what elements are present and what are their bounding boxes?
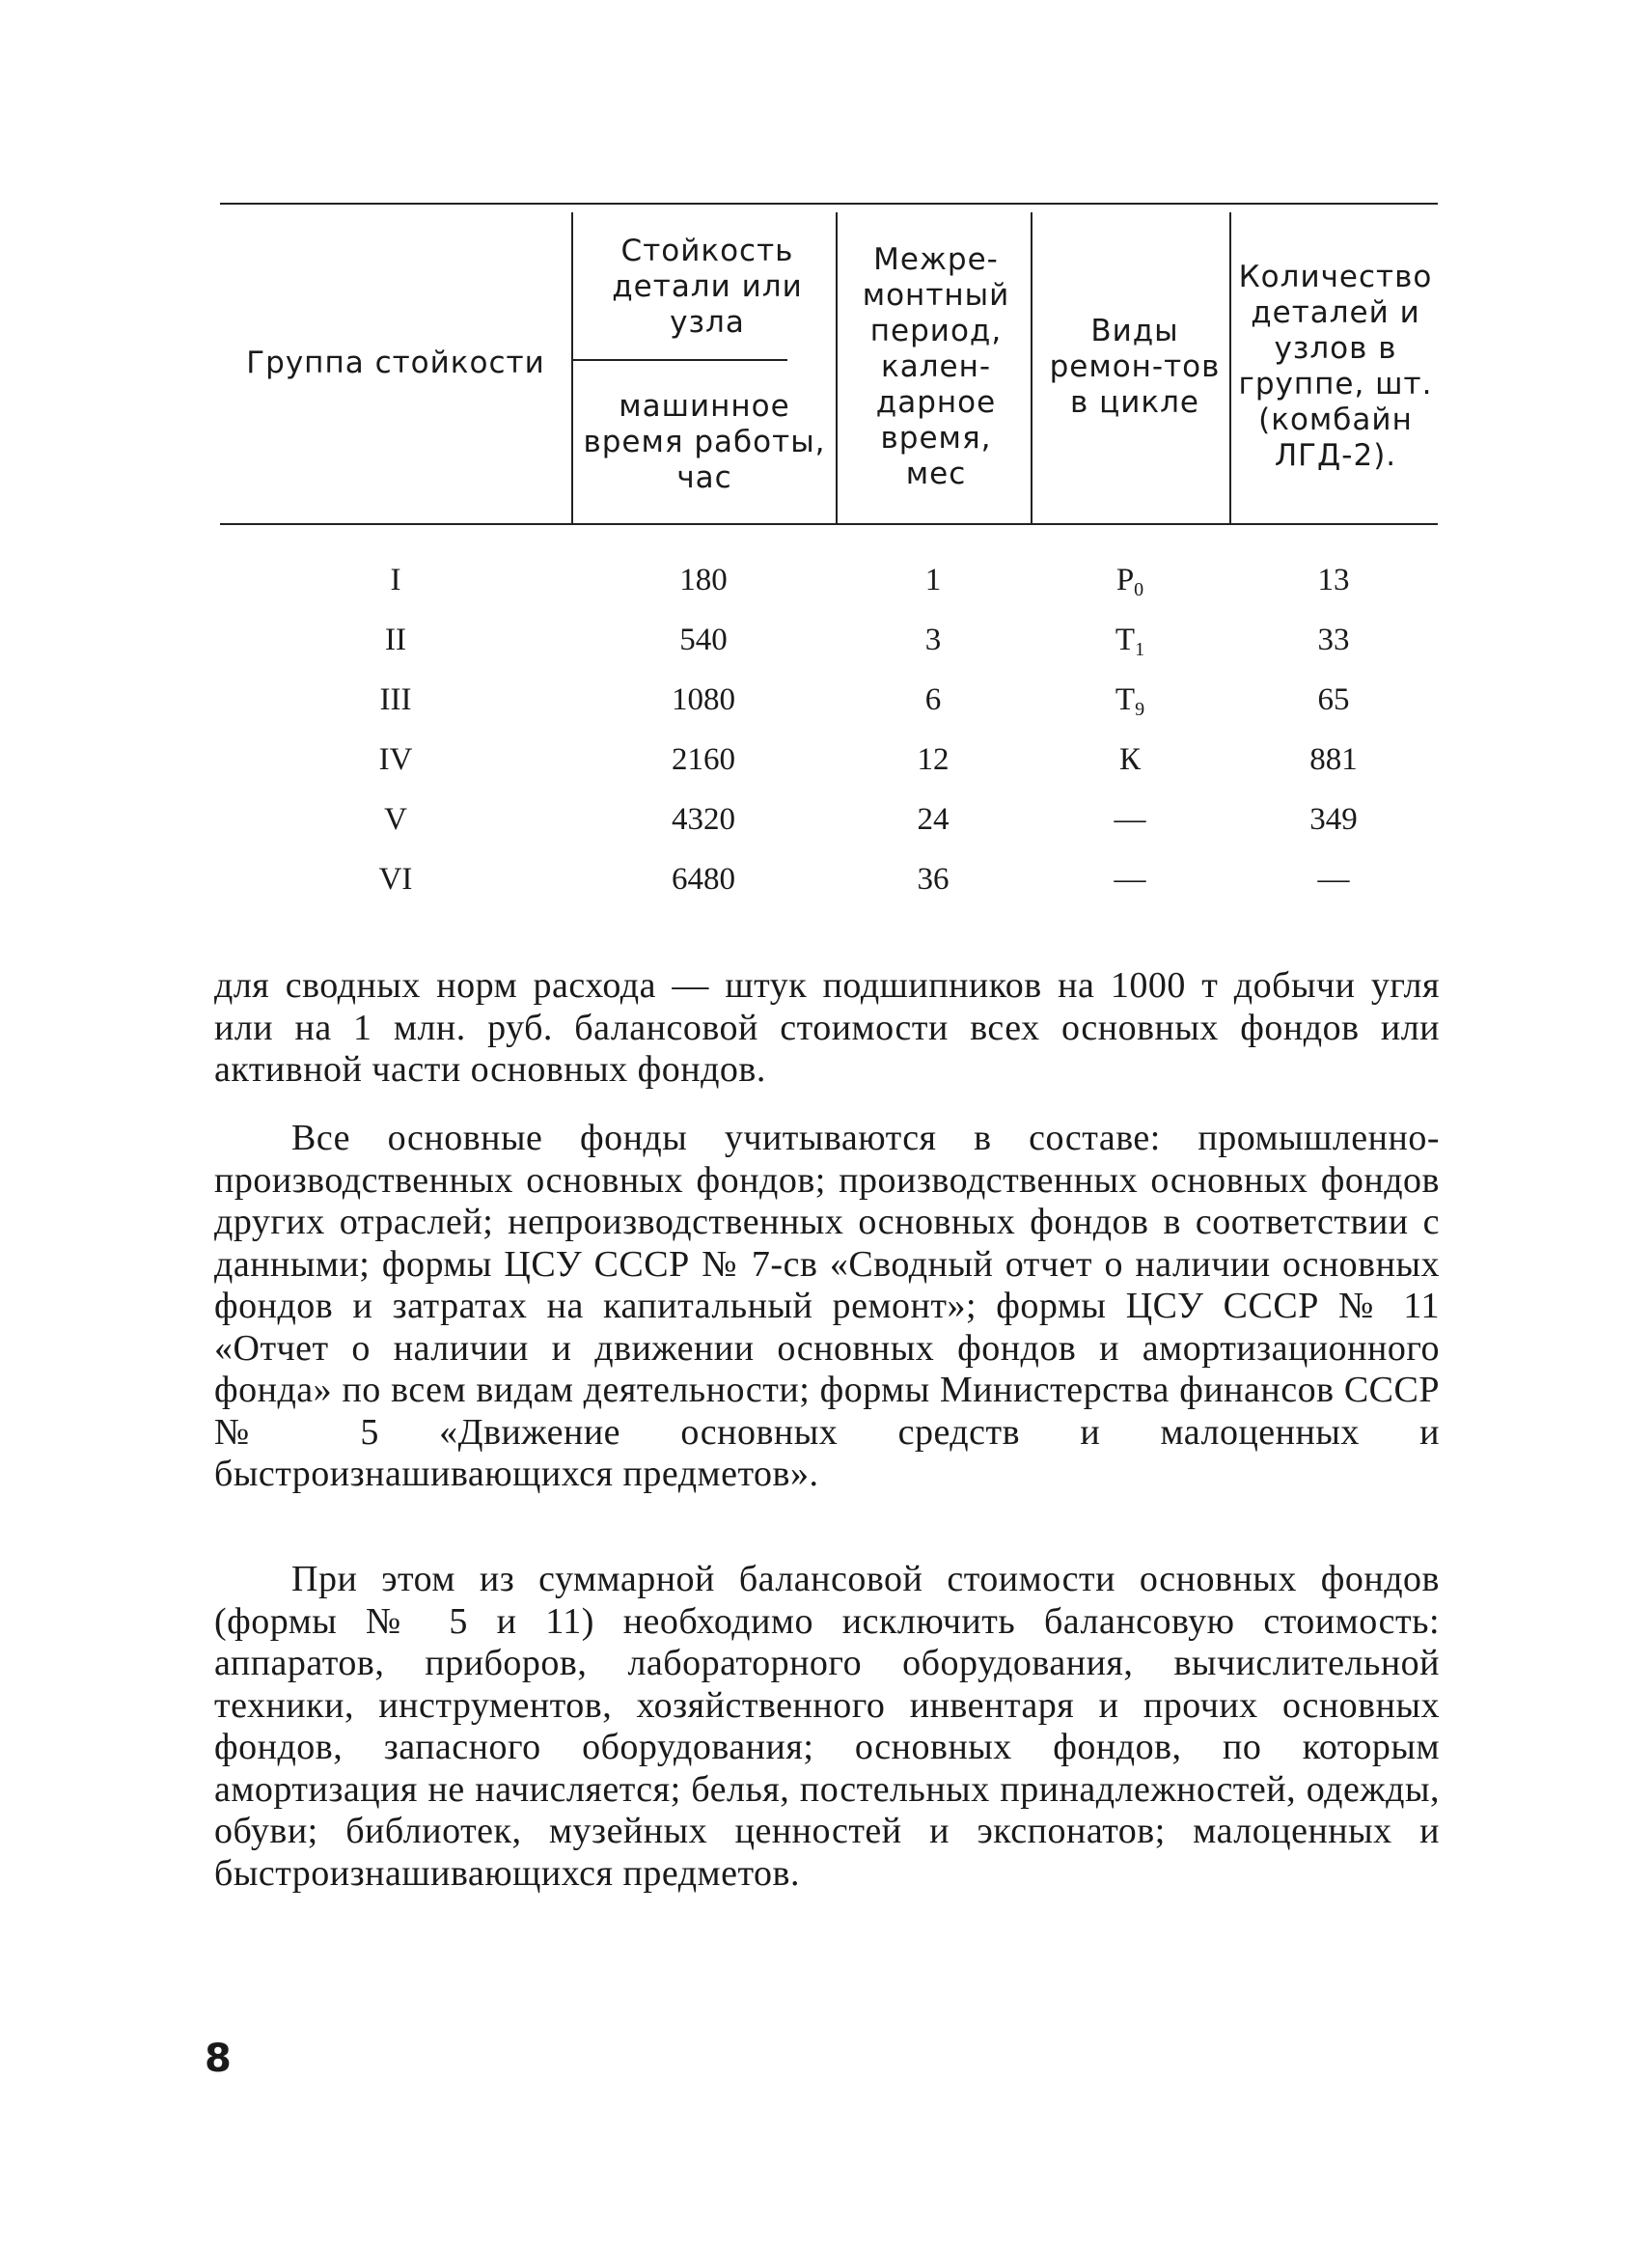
cell-months-text: 24 <box>917 801 950 837</box>
cell-hours-text: 1080 <box>672 681 735 717</box>
header-bottom-rule <box>220 523 1438 525</box>
cell-hours <box>571 790 836 849</box>
repair-subscript: 9 <box>1135 698 1145 720</box>
cell-months-text: 1 <box>924 562 942 597</box>
header-group: Группа стойкости <box>246 345 545 380</box>
cell-group-text: II <box>385 622 406 657</box>
paragraph-1: для сводных норм расхода — штук подшипников на 1000 т добычи угля или на 1 млн. руб. балансовой стоимости всех основных фондов или активной части основных фондов. <box>214 965 1440 1090</box>
col-divider-4 <box>1229 212 1231 523</box>
cell-count <box>1229 730 1438 790</box>
cell-months-text: 12 <box>917 741 950 777</box>
col-divider-3 <box>1031 212 1032 523</box>
col-divider-2 <box>836 212 838 523</box>
cell-repair-text: Т <box>1115 681 1136 717</box>
cell-hours-text: 540 <box>679 622 728 657</box>
cell-hours-text: 4320 <box>672 801 735 837</box>
page-number: 8 <box>205 2037 232 2081</box>
header-count: Количество деталей и узлов в группе, шт. (комбайн ЛГД-2). <box>1238 260 1433 473</box>
subheader-rule <box>571 359 787 361</box>
cell-group-text: IV <box>378 741 413 777</box>
cell-count-text: 881 <box>1309 741 1358 777</box>
cell-count-text: 33 <box>1317 622 1350 657</box>
cell-hours <box>571 849 836 909</box>
cell-group-text: I <box>390 562 401 597</box>
header-machine-time: машинное время работы, час <box>583 388 826 495</box>
table-row <box>220 550 1438 610</box>
cell-count <box>1229 670 1438 730</box>
table-row <box>220 610 1438 670</box>
cell-repair <box>1031 670 1229 730</box>
cell-group <box>220 790 571 849</box>
cell-count-text: 65 <box>1317 681 1350 717</box>
table-row <box>220 730 1438 790</box>
repair-subscript: 1 <box>1135 638 1145 660</box>
cell-months <box>836 610 1031 670</box>
cell-months-text: 6 <box>924 681 942 717</box>
header-interval: Межре-монтный период, кален-дарное время, мес <box>862 241 1010 491</box>
cell-months-text: 3 <box>924 622 942 657</box>
cell-hours-text: 6480 <box>672 861 735 897</box>
cell-repair <box>1031 610 1229 670</box>
cell-group <box>220 849 571 909</box>
cell-months <box>836 670 1031 730</box>
cell-count <box>1229 550 1438 610</box>
cell-group-text: VI <box>378 861 413 897</box>
repair-table <box>220 203 1438 907</box>
cell-group <box>220 610 571 670</box>
cell-repair <box>1031 790 1229 849</box>
cell-hours <box>571 670 836 730</box>
cell-repair-text: К <box>1118 741 1141 777</box>
cell-hours-text: 180 <box>679 562 728 597</box>
header-repair-types: Виды ремон-тов в цикле <box>1049 313 1221 420</box>
paragraph-3: При этом из суммарной балансовой стоимости основных фондов (формы № 5 и 11) необходимо исключить балансовую стоимость: аппаратов, приборов, лабораторного оборудования, вычислительной техники, инструментов, хозяйственного инвентаря и прочих основных фондов, запасного оборудования; основных фондов, по которым амортизация не начисляется; белья, постельных принадлежностей, одежды, обуви; библиотек, музейных ценностей и экспонатов; малоценных и быстроизнашивающихся предметов. <box>214 1559 1440 1894</box>
cell-repair <box>1031 550 1229 610</box>
cell-repair-text: — <box>1114 861 1146 897</box>
cell-count <box>1229 790 1438 849</box>
cell-hours-text: 2160 <box>672 741 735 777</box>
cell-repair <box>1031 730 1229 790</box>
cell-months <box>836 790 1031 849</box>
table-row <box>220 790 1438 849</box>
cell-group-text: V <box>384 801 407 837</box>
cell-months <box>836 849 1031 909</box>
cell-count-text: 13 <box>1317 562 1350 597</box>
cell-group <box>220 670 571 730</box>
cell-repair-text: Т <box>1115 622 1136 657</box>
cell-months-text: 36 <box>917 861 950 897</box>
cell-repair-text: Р <box>1115 562 1135 597</box>
cell-group <box>220 730 571 790</box>
cell-hours <box>571 730 836 790</box>
cell-hours <box>571 610 836 670</box>
table-row <box>220 849 1438 909</box>
cell-repair-text: — <box>1114 801 1146 837</box>
cell-hours <box>571 550 836 610</box>
cell-count-text: 349 <box>1309 801 1358 837</box>
header-durability: Стойкость детали или узла <box>612 233 803 340</box>
cell-count <box>1229 849 1438 909</box>
cell-group <box>220 550 571 610</box>
cell-months <box>836 550 1031 610</box>
cell-count-text: — <box>1317 861 1350 897</box>
cell-group-text: III <box>379 681 412 717</box>
paragraph-2: Все основные фонды учитываются в составе: промышленно-производственных основных фондов; производственных основных фондов других отраслей; непроизводственных основных фондов в соответствии с данными; формы ЦСУ СССР № 7-св «Сводный отчет о наличии основных фондов и затратах на капитальный ремонт»; формы ЦСУ СССР № 11 «Отчет о наличии и движении основных фондов и амортизационного фонда» по всем видам деятельности; формы Министерства финансов СССР № 5 «Движение основных средств и малоценных и быстроизнашивающихся предметов». <box>214 1118 1440 1494</box>
cell-count <box>1229 610 1438 670</box>
repair-subscript: 0 <box>1134 578 1144 600</box>
cell-months <box>836 730 1031 790</box>
cell-repair <box>1031 849 1229 909</box>
table-row <box>220 670 1438 730</box>
